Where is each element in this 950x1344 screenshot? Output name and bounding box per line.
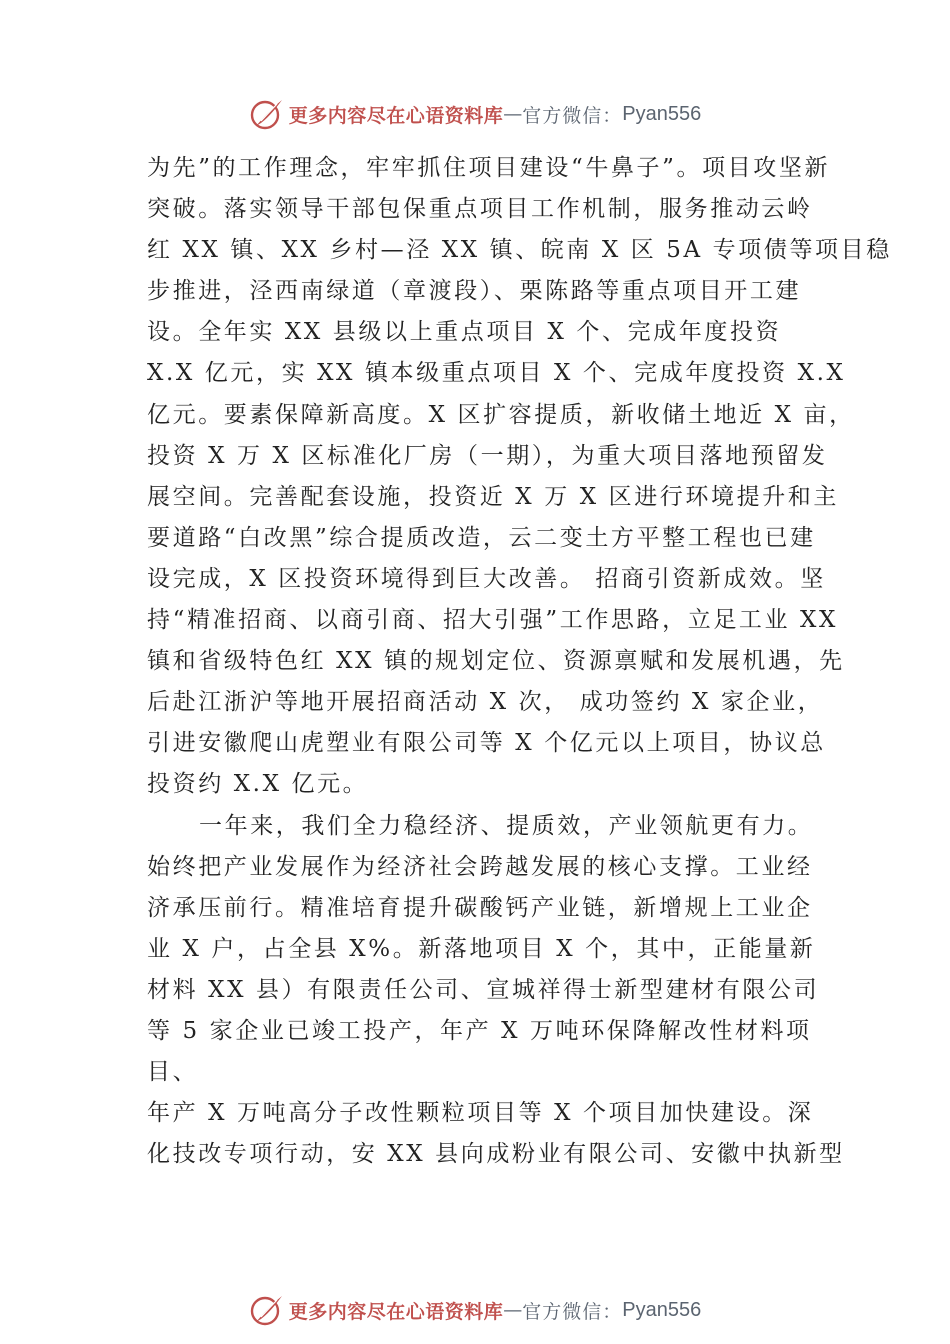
feather-seal-icon [249, 1292, 285, 1328]
text-line: 亿元。要素保障新高度。X 区扩容提质，新收储土地近 X 亩， [147, 401, 855, 428]
text-line: 镇和省级特色红 XX 镇的规划定位、资源禀赋和发展机遇，先 [147, 648, 845, 675]
watermark-wechat-id: Pyan556 [622, 1298, 702, 1321]
text-line: 设。全年实 XX 县级以上重点项目 X 个、完成年度投资 [147, 319, 782, 346]
text-line: 业 X 户，占全县 X%。新落地项目 X 个，其中，正能量新 [147, 935, 816, 962]
text-line: 引进安徽爬山虎塑业有限公司等 X 个亿元以上项目，协议总 [147, 730, 826, 757]
feather-seal-icon [249, 96, 285, 132]
watermark-banner-top [0, 94, 950, 134]
text-line: 材料 XX 县）有限责任公司、宣城祥得士新型建材有限公司 [147, 976, 820, 1003]
watermark-wechat-id: Pyan556 [622, 102, 702, 125]
text-line: 投资 X 万 X 区标准化厂房（一期），为重大项目落地预留发 [147, 442, 828, 469]
text-line: 为先”的工作理念，牢牢抓住项目建设“牛鼻子”。项目攻坚新 [147, 155, 831, 181]
text-line: 目、 [147, 1059, 199, 1086]
watermark-separator: — [503, 1299, 523, 1321]
text-line: 后赴江浙沪等地开展招商活动 X 次， 成功签约 X 家企业， [147, 689, 824, 716]
paragraph-start-line: 一年来，我们全力稳经济、提质效，产业领航更有力。 [199, 812, 814, 839]
text-line: 设完成，X 区投资环境得到巨大改善。 招商引资新成效。坚 [147, 565, 826, 592]
text-line: 步推进，泾西南绿道（章渡段）、栗陈路等重点项目开工建 [147, 278, 802, 305]
text-line: 始终把产业发展作为经济社会跨越发展的核心支撑。工业经 [147, 853, 813, 880]
watermark-wechat-label: 官方微信： [522, 104, 623, 127]
watermark-title: 更多内容尽在心语资料库 [288, 104, 504, 127]
watermark-title: 更多内容尽在心语资料库 [288, 1300, 504, 1323]
text-line: 等 5 家企业已竣工投产，年产 X 万吨环保降解改性材料项 [147, 1017, 812, 1044]
text-line: 展空间。完善配套设施，投资近 X 万 X 区进行环境提升和主 [147, 483, 839, 510]
text-line: 济承压前行。精准培育提升碳酸钙产业链，新增规上工业企 [147, 894, 813, 921]
text-line: 化技改专项行动，安 XX 县向成粉业有限公司、安徽中执新型 [147, 1141, 845, 1168]
text-line: 突破。落实领导干部包保重点项目工作机制，服务推动云岭 [147, 196, 813, 223]
watermark-banner-bottom [0, 1290, 950, 1330]
text-line: X.X 亿元，实 XX 镇本级重点项目 X 个、完成年度投资 X.X [147, 360, 846, 387]
watermark-wechat-label: 官方微信： [522, 1300, 623, 1323]
text-line: 要道路“白改黑”综合提质改造，云二变土方平整工程也已建 [147, 524, 816, 551]
text-line: 持“精准招商、以商引商、招大引强”工作思路，立足工业 XX [147, 607, 838, 634]
watermark-separator: — [503, 103, 523, 125]
text-line: 投资约 X.X 亿元。 [147, 771, 369, 798]
document-body [147, 148, 892, 1175]
text-line: 红 XX 镇、XX 乡村—泾 XX 镇、皖南 X 区 5A 专项债等项目稳 [147, 237, 892, 264]
text-line: 年产 X 万吨高分子改性颗粒项目等 X 个项目加快建设。深 [147, 1100, 814, 1127]
